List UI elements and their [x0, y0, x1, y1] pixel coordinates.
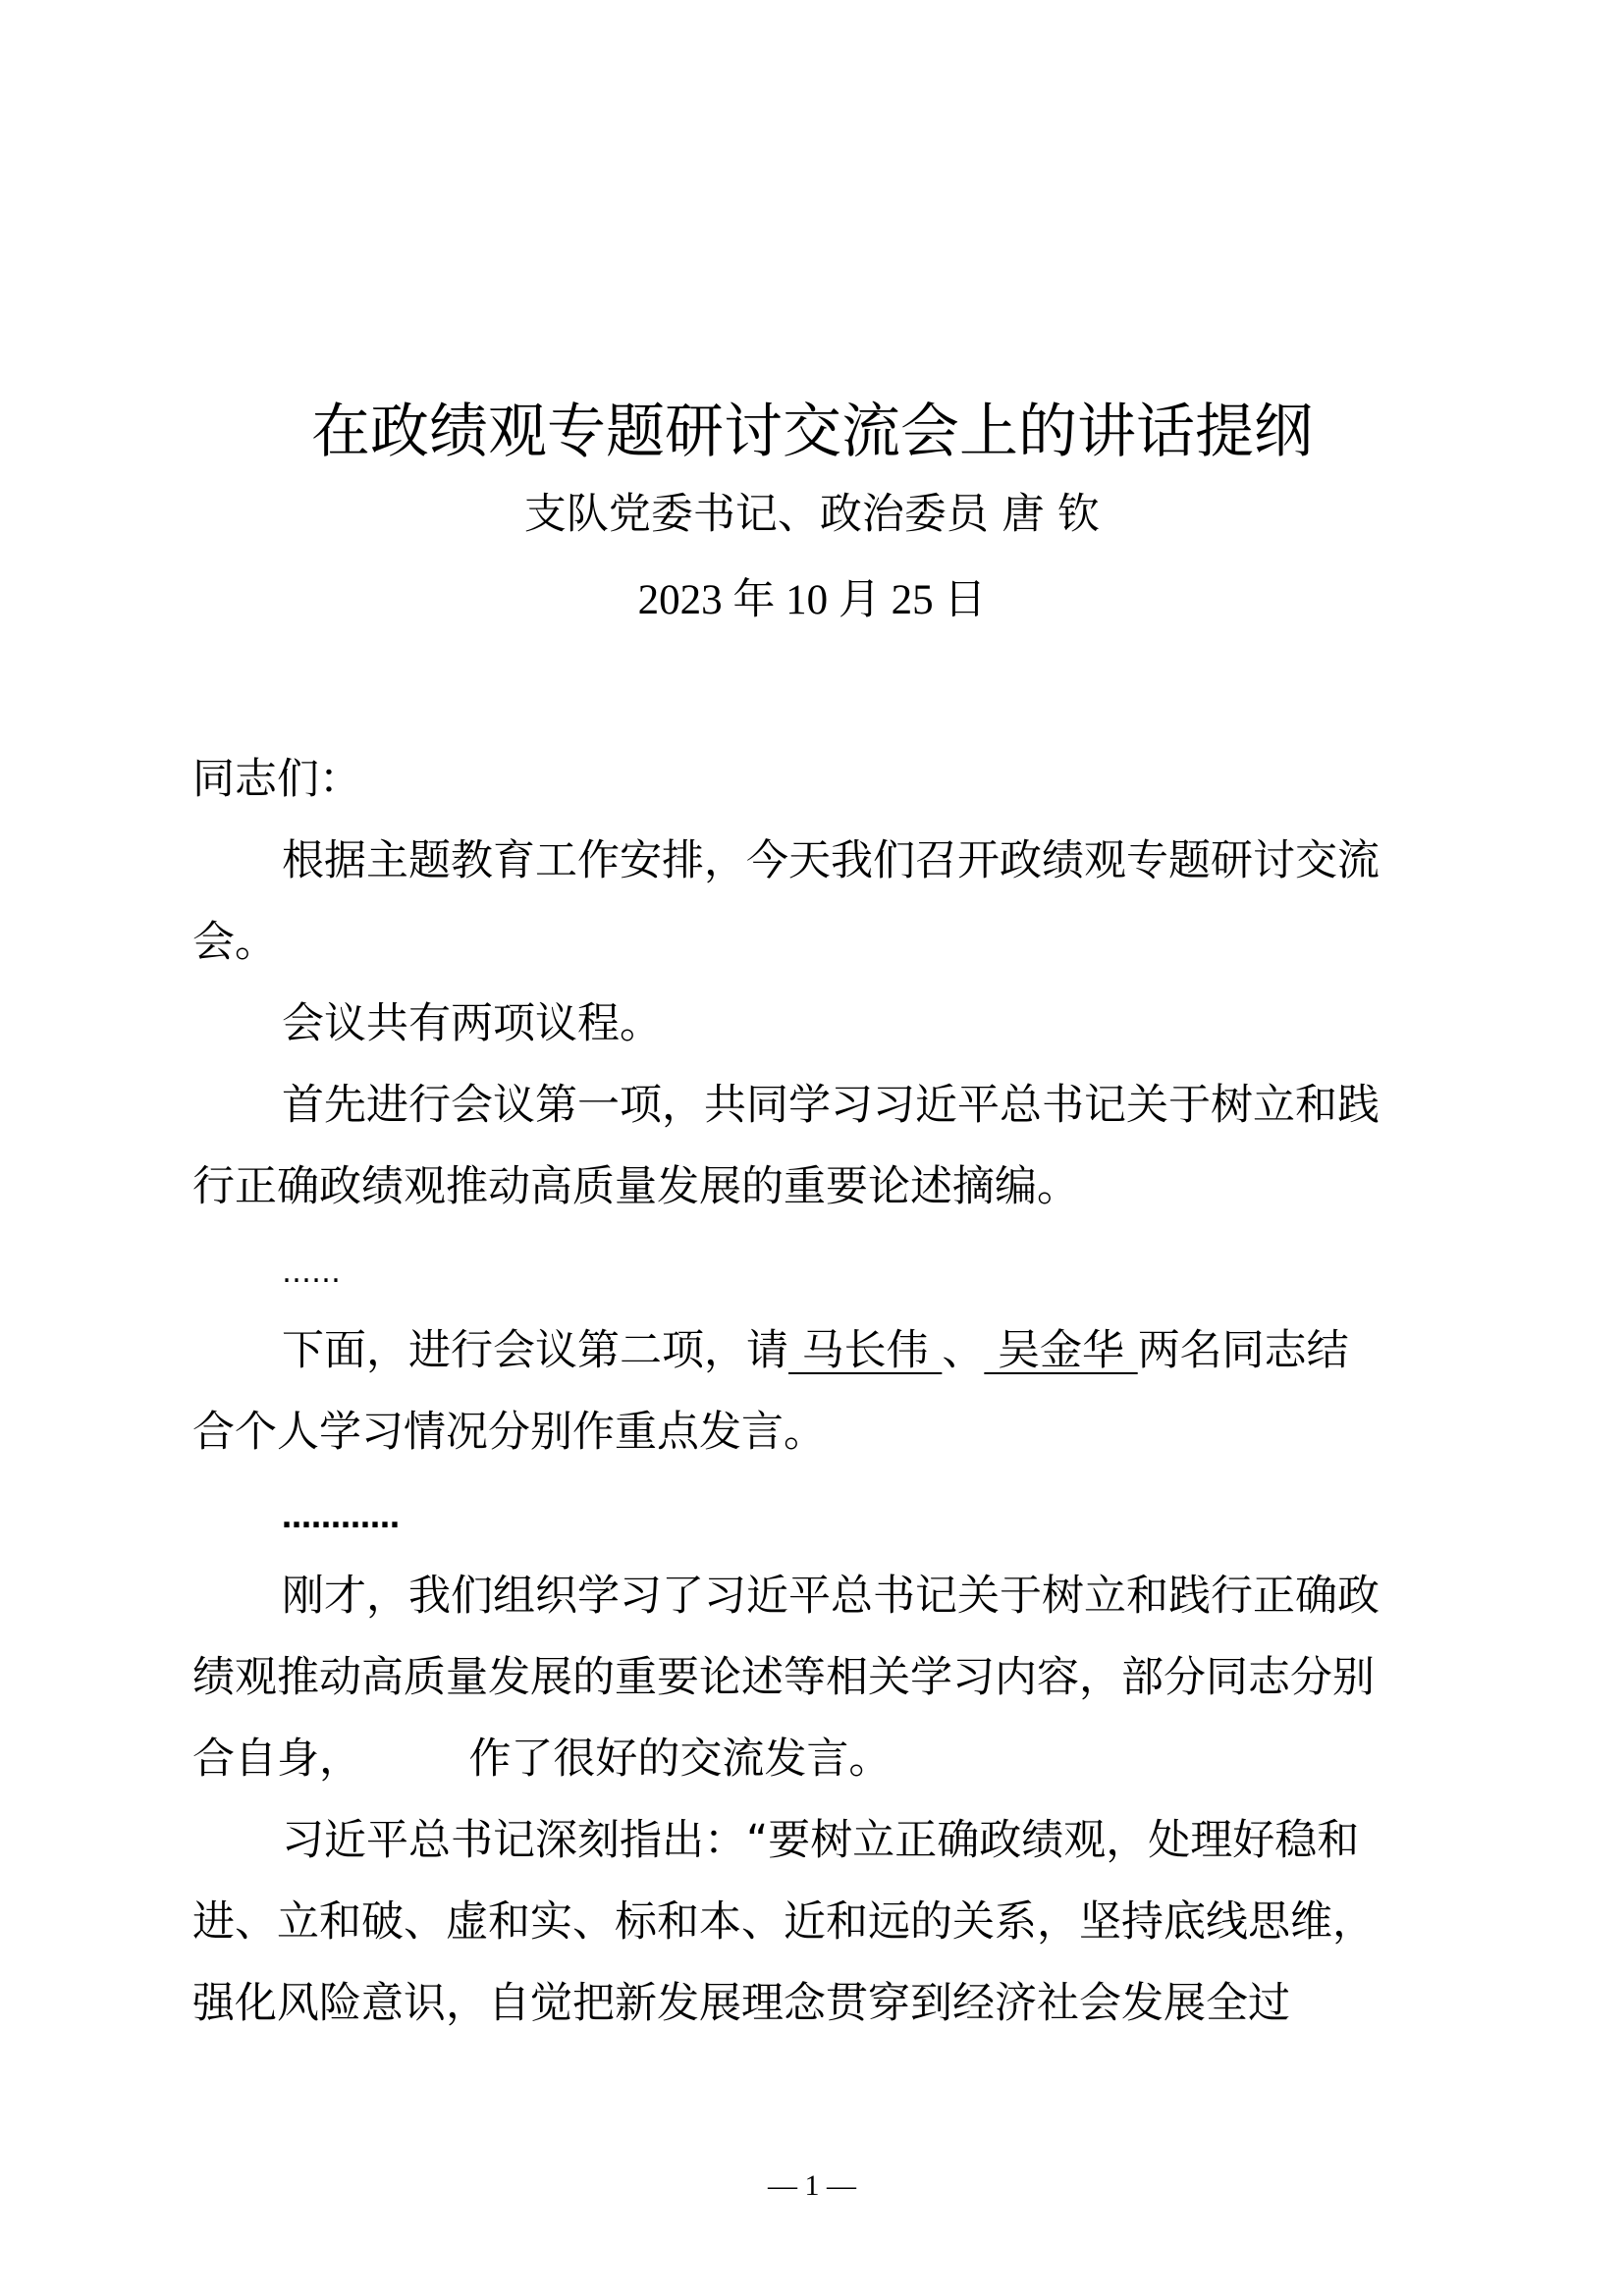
agenda-item-two-suffix: 两名同志结 [1137, 1326, 1349, 1375]
ellipsis-separator [192, 1239, 1529, 1303]
salutation: 同志们： [192, 755, 361, 804]
paragraph-4-line-1 [192, 1321, 1529, 1380]
ellipsis-text: …… [282, 1255, 341, 1290]
speaker-name-2: 吴金华 [984, 1326, 1138, 1375]
paragraph-5-line-2: 绩观推动高质量发展的重要论述等相关学习内容，部分同志分别 [192, 1653, 1375, 1702]
document-title: 在政绩观专题研讨交流会上的讲话提纲 [311, 398, 1313, 466]
ellipsis-text: ………… [282, 1501, 400, 1535]
paragraph-5-line-1: 刚才，我们组织学习了习近平总书记关于树立和践行正确政 [282, 1572, 1380, 1621]
paragraph-6-line-2: 进、立和破、虚和实、标和本、近和远的关系，坚持底线思维， [192, 1897, 1375, 1947]
date-line: 2023 年 10 月 25 日 [637, 577, 987, 623]
page-number: — 1 — [768, 2169, 856, 2202]
ellipsis-separator-bold [192, 1484, 1529, 1548]
paragraph-1-line-2: 会。 [192, 918, 277, 967]
speaker-name-1: 马长伟 [788, 1326, 943, 1375]
author-line: 支队党委书记、政治委员 唐 钦 [523, 490, 1101, 539]
paragraph-6-line-1: 习近平总书记深刻指出：“要树立正确政绩观，处理好稳和 [282, 1816, 1360, 1865]
name-separator: 、 [942, 1326, 985, 1375]
paragraph-4-line-2: 合个人学习情况分别作重点发言。 [192, 1408, 826, 1457]
paragraph-1-line-1: 根据主题教育工作安排，今天我们召开政绩观专题研讨交流 [282, 836, 1380, 885]
paragraph-5-line-3: 合自身， 作了很好的交流发言。 [192, 1735, 892, 1784]
paragraph-3-line-2: 行正确政绩观推动高质量发展的重要论述摘编。 [192, 1162, 1079, 1211]
paragraph-6-line-3: 强化风险意识，自觉把新发展理念贯穿到经济社会发展全过 [192, 1979, 1290, 2028]
agenda-item-two-text: 下面，进行会议第二项，请 [282, 1326, 788, 1375]
paragraph-2: 会议共有两项议程。 [282, 999, 662, 1048]
paragraph-3-line-1: 首先进行会议第一项，共同学习习近平总书记关于树立和践 [282, 1081, 1380, 1130]
